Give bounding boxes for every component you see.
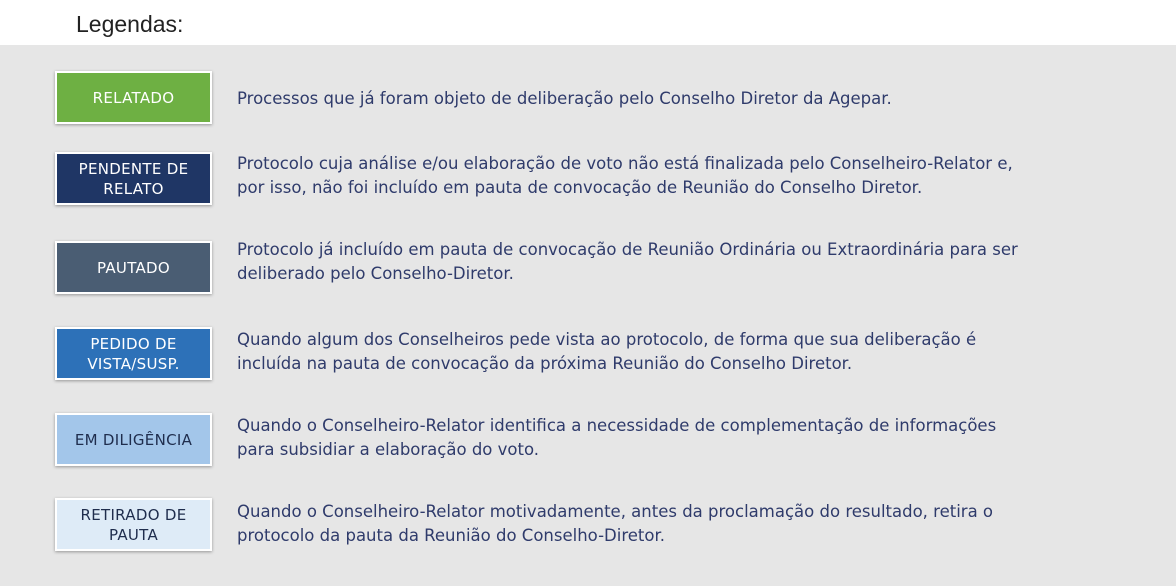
legend-description: Processos que já foram objeto de deliberação pelo Conselho Diretor da Agepar.	[237, 89, 892, 108]
legend-panel	[0, 45, 1176, 586]
status-badge-pendente-de-relato: PENDENTE DE RELATO	[55, 152, 212, 205]
legend-description: Protocolo já incluído em pauta de convocação de Reunião Ordinária ou Extraordinária para ser deliberado pelo Conselho-Diretor.	[237, 240, 1018, 283]
legend-title: Legendas:	[76, 11, 184, 37]
legend-description: Quando algum dos Conselheiros pede vista ao protocolo, de forma que sua deliberação é incluída na pauta de convocação da próxima Reunião do Conselho Diretor.	[237, 330, 977, 373]
status-badge-retirado-de-pauta: RETIRADO DE PAUTA	[55, 498, 212, 551]
status-badge-em-diligencia: EM DILIGÊNCIA	[55, 413, 212, 466]
legend-description: Protocolo cuja análise e/ou elaboração de voto não está finalizada pelo Conselheiro-Relator e, por isso, não foi incluído em pauta de convocação de Reunião do Conselho Diretor.	[237, 154, 1013, 197]
status-badge-pedido-de-vista: PEDIDO DE VISTA/SUSP.	[55, 327, 212, 380]
status-badge-pautado: PAUTADO	[55, 241, 212, 294]
legend-description: Quando o Conselheiro-Relator identifica a necessidade de complementação de informações para subsidiar a elaboração do voto.	[237, 416, 997, 459]
status-badge-relatado: RELATADO	[55, 71, 212, 124]
legend-description: Quando o Conselheiro-Relator motivadamente, antes da proclamação do resultado, retira o protocolo da pauta da Reunião do Conselho-Diretor.	[237, 502, 994, 545]
